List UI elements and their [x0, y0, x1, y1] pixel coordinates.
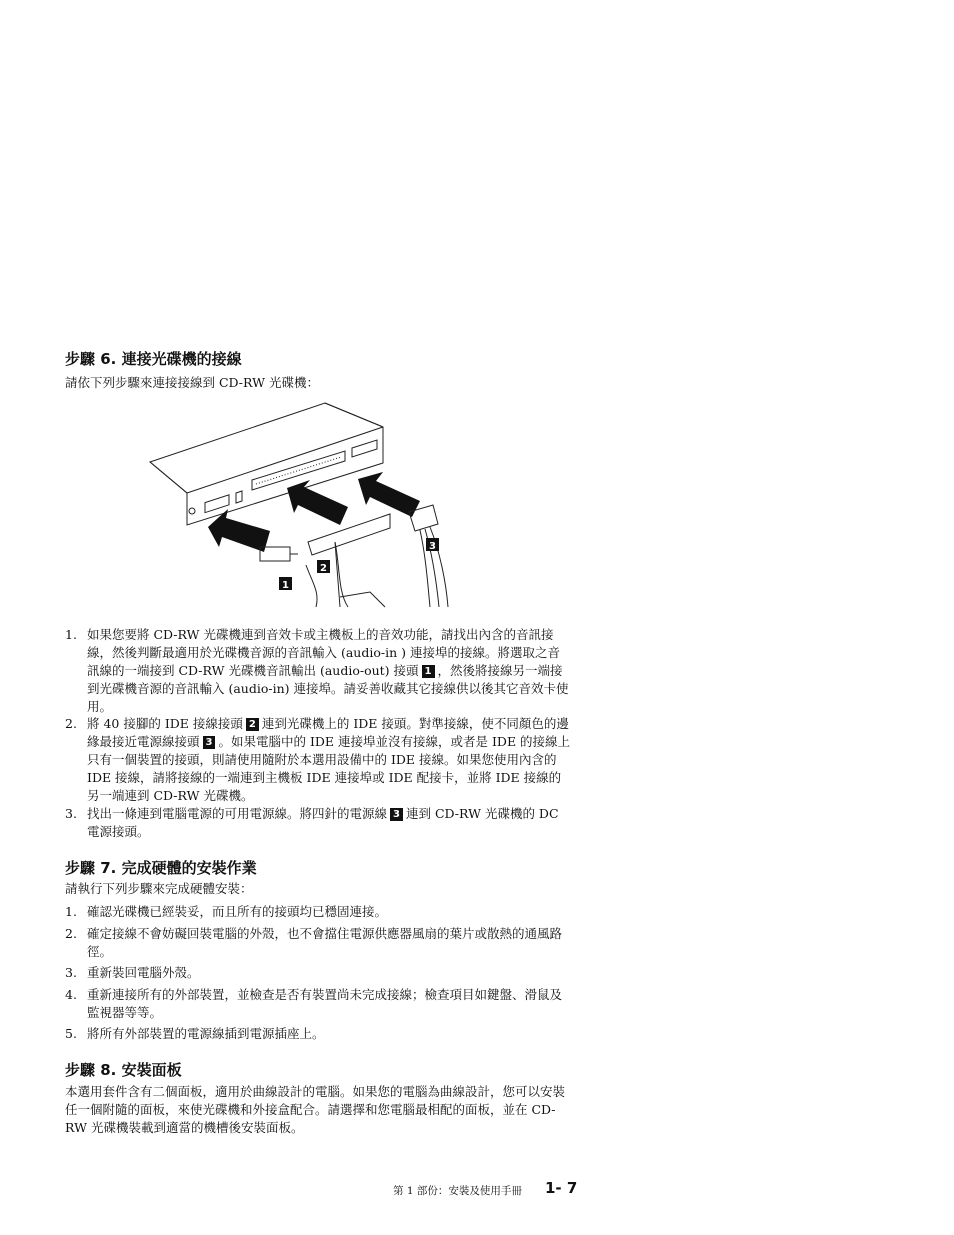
callout-1: 1: [282, 580, 289, 591]
ide-plug: [308, 514, 390, 555]
step6-heading: 步驟 6. 連接光碟機的接線: [65, 350, 242, 368]
item-text: 將所有外部裝置的電源線插到電源插座上。: [87, 1026, 325, 1041]
cd-rw-connection-diagram: [130, 397, 450, 612]
item-number: 2.: [65, 926, 77, 941]
item-number: 1.: [65, 627, 77, 642]
item-text: 將 40 接腳的 IDE 接線接頭 2 連到光碟機上的 IDE 接頭。對準接線，使不同顏色的邊緣最接近電源線接頭 3 。如果電腦中的 IDE 連接埠並沒有接線，或者是 IDE 的接線上只有一個裝置的接頭，則請使用隨附於本選用設備中的 IDE 接線。如果您使用內含的 IDE 接線，請將接線的一端連到主機板 IDE 連接埠或 IDE 配接卡，並將 IDE 接線的另一端連到 CD-RW 光碟機。: [87, 716, 571, 803]
step7-intro: 請執行下列步驟來完成硬體安裝：: [65, 881, 253, 896]
item-text: 確定接線不會妨礙回裝電腦的外殼，也不會擋住電源供應器風扇的葉片或散熱的通風路徑。: [87, 926, 563, 959]
callout-badge: 3: [203, 736, 216, 749]
step6-intro: 請依下列步驟來連接接線到 CD-RW 光碟機：: [65, 375, 319, 390]
arrow-3: [358, 472, 420, 517]
audio-connector: [205, 495, 229, 513]
item-number: 4.: [65, 987, 77, 1002]
callout-badge: 3: [390, 808, 403, 821]
item-number: 3.: [65, 965, 77, 980]
step8-heading: 步驟 8. 安裝面板: [65, 1061, 182, 1079]
drive-rear-panel: [150, 403, 383, 525]
callout-3: 3: [429, 541, 436, 552]
item-text: 重新連接所有的外部裝置，並檢查是否有裝置尚未完成接線；檢查項目如鍵盤、滑鼠及監視器等等。: [87, 987, 563, 1020]
item-number: 1.: [65, 904, 77, 919]
step8-body: 本選用套件含有二個面板，適用於曲線設計的電腦。如果您的電腦為曲線設計，您可以安裝任一個附隨的面板，來使光碟機和外接盒配合。請選擇和您電腦最相配的面板，並在 CD-RW 光碟機裝載到適當的機槽後安裝面板。: [65, 1084, 566, 1135]
item-text: 找出一條連到電腦電源的可用電源線。將四針的電源線 3 連到 CD-RW 光碟機的 DC 電源接頭。: [87, 806, 559, 839]
step7-heading: 步驟 7. 完成硬體的安裝作業: [65, 859, 257, 877]
item-text: 如果您要將 CD-RW 光碟機連到音效卡或主機板上的音效功能，請找出內含的音訊接線，然後判斷最適用於光碟機音源的音訊輸入 (audio-in ) 連接埠的接線。將選取之音訊線的一端接到 CD-RW 光碟機音訊輸出 (audio-out) 接頭 1 ，然後將接線另一端接到光碟機音源的音訊輸入 (audio-in) 連接埠。請妥善收藏其它接線供以後其它音效卡使用。: [87, 627, 569, 714]
item-text: 確認光碟機已經裝妥，而且所有的接頭均已穩固連接。: [87, 904, 388, 919]
callout-badge: 1: [422, 665, 435, 678]
item-number: 5.: [65, 1026, 77, 1041]
item-text: 重新裝回電腦外殼。: [87, 965, 200, 980]
footer-text: 第 1 部份：安裝及使用手冊: [393, 1185, 522, 1197]
page-number: 1- 7: [545, 1179, 578, 1197]
arrow-2: [287, 480, 348, 525]
callout-2: 2: [320, 563, 327, 574]
callout-badge: 2: [246, 718, 259, 731]
item-number: 3.: [65, 806, 77, 821]
item-number: 2.: [65, 716, 77, 731]
power-connector: [352, 440, 377, 457]
